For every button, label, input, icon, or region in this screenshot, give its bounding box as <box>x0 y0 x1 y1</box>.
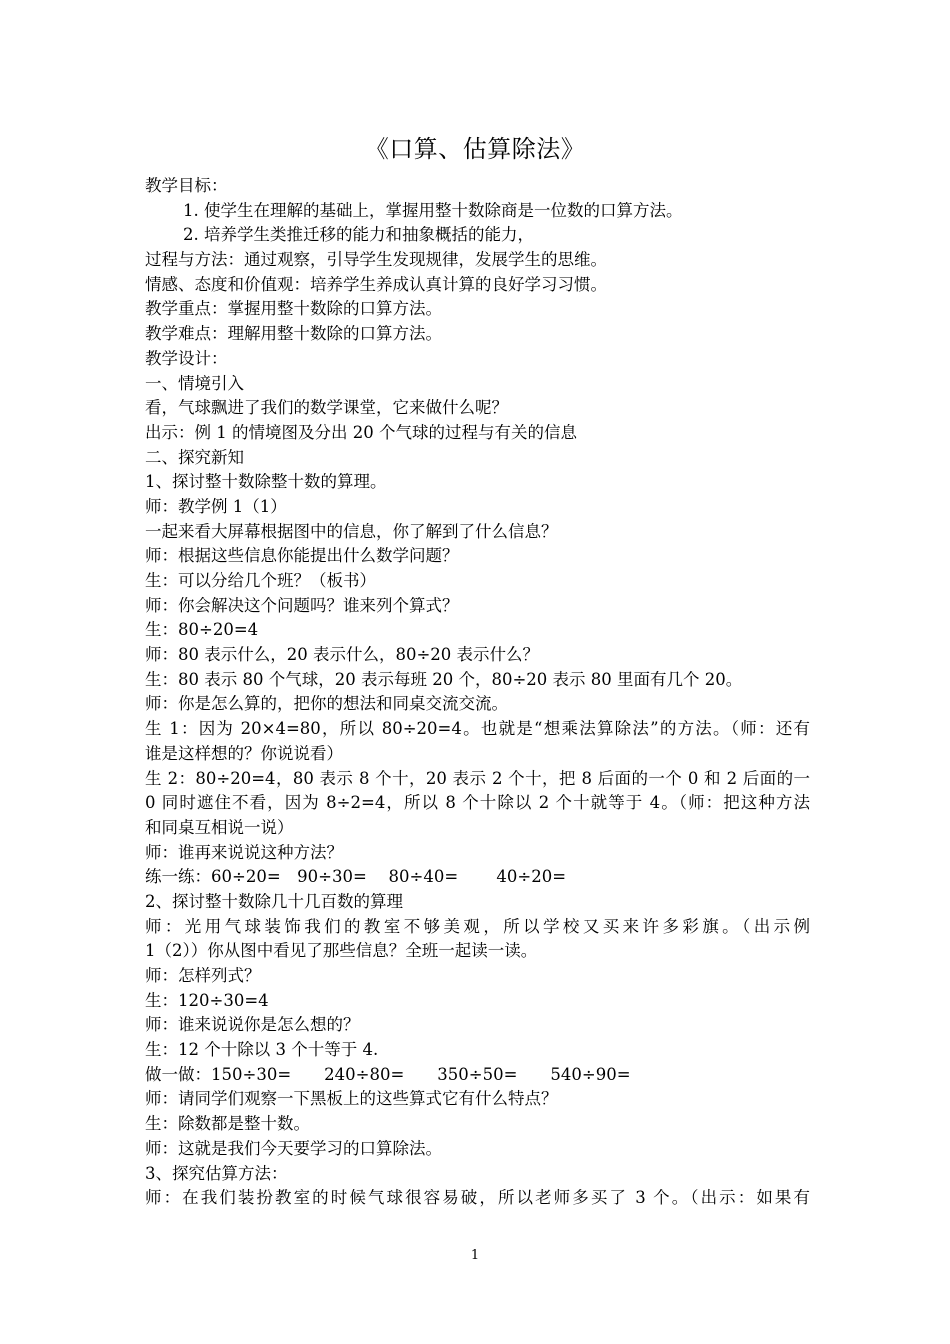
text-line: 师：谁来说说你是怎么想的？ <box>145 1015 360 1035</box>
text-line: 师：80 表示什么，20 表示什么，80÷20 表示什么？ <box>145 645 540 665</box>
text-line: 0 同时遮住不看，因为 8÷2=4，所以 8 个十除以 2 个十就等于 4。（师：把这种方法 <box>145 793 810 813</box>
text-line: 1（2））你从图中看见了那些信息？全班一起读一读。 <box>145 941 538 961</box>
text-line: 师：你会解决这个问题吗？谁来列个算式？ <box>145 595 459 615</box>
subsection-heading: 3、探究估算方法： <box>145 1163 288 1183</box>
text-line: 1. 使学生在理解的基础上，掌握用整十数除商是一位数的口算方法。 <box>183 200 683 220</box>
text-line: 过程与方法：通过观察，引导学生发现规律，发展学生的思维。 <box>145 250 607 270</box>
text-line: 生：120÷30=4 <box>145 990 269 1010</box>
text-line: 师：根据这些信息你能提出什么数学问题？ <box>145 546 459 566</box>
text-line: 看，气球飘进了我们的数学课堂，它来做什么呢？ <box>145 398 508 418</box>
text-line: 生：可以分给几个班？（板书） <box>145 571 376 590</box>
text-line: 生 2：80÷20=4，80 表示 8 个十，20 表示 2 个十，把 8 后面的一个 0 和 2 后面的一 <box>145 768 810 788</box>
document-body <box>145 174 810 1211</box>
text-line: 和同桌互相说一说） <box>145 817 294 837</box>
text-line: 师：请同学们观察一下黑板上的这些算式它有什么特点？ <box>145 1089 558 1109</box>
text-line: 教学重点：掌握用整十数除的口算方法。 <box>145 299 442 319</box>
section-heading: 一、情境引入 <box>145 373 244 393</box>
text-line: 生 1：因为 20×4=80，所以 80÷20=4。也就是“想乘法算除法”的方法。（师：还有 <box>145 719 810 739</box>
document-title: 《口算、估算除法》 <box>364 135 586 163</box>
text-line: 师：这就是我们今天要学习的口算除法。 <box>145 1138 442 1158</box>
text-line: 生：除数都是整十数。 <box>145 1114 310 1134</box>
text-line: 教学设计： <box>145 348 228 368</box>
text-line: 生：80 表示 80 个气球，20 表示每班 20 个，80÷20 表示 80 里面有几个 20。 <box>145 669 743 689</box>
text-line: 生：80÷20=4 <box>145 620 259 640</box>
text-line: 师：在我们装扮教室的时候气球很容易破，所以老师多买了 3 个。（出示：如果有 <box>145 1188 810 1208</box>
exercise-line: 做一做：150÷30= 240÷80= 350÷50= 540÷90= <box>145 1064 631 1084</box>
text-line: 教学难点：理解用整十数除的口算方法。 <box>145 324 442 344</box>
section-heading: 二、探究新知 <box>145 447 244 467</box>
page-number: 1 <box>470 1248 480 1263</box>
text-line: 师：光用气球装饰我们的教室不够美观，所以学校又买来许多彩旗。（出示例 <box>145 916 810 936</box>
text-line: 谁是这样想的？你说说看） <box>145 743 343 763</box>
text-line: 一起来看大屏幕根据图中的信息，你了解到了什么信息？ <box>145 521 558 541</box>
text-line: 教学目标： <box>145 176 228 195</box>
exercise-line: 练一练：60÷20= 90÷30= 80÷40= 40÷20= <box>145 867 567 887</box>
text-line: 师：你是怎么算的，把你的想法和同桌交流交流。 <box>145 694 508 714</box>
subsection-heading: 2、探讨整十数除几十几百数的算理 <box>145 891 403 911</box>
text-line: 出示：例 1 的情境图及分出 20 个气球的过程与有关的信息 <box>145 422 577 442</box>
text-line: 师：谁再来说说这种方法？ <box>145 842 343 862</box>
text-line: 师：教学例 1（1） <box>145 496 287 516</box>
text-line: 2. 培养学生类推迁移的能力和抽象概括的能力， <box>183 225 534 245</box>
text-line: 师：怎样列式？ <box>145 966 261 985</box>
subsection-heading: 1、探讨整十数除整十数的算理。 <box>145 472 387 492</box>
text-line: 情感、态度和价值观：培养学生养成认真计算的良好学习习惯。 <box>145 274 607 294</box>
text-line: 生：12 个十除以 3 个十等于 4. <box>145 1040 379 1060</box>
